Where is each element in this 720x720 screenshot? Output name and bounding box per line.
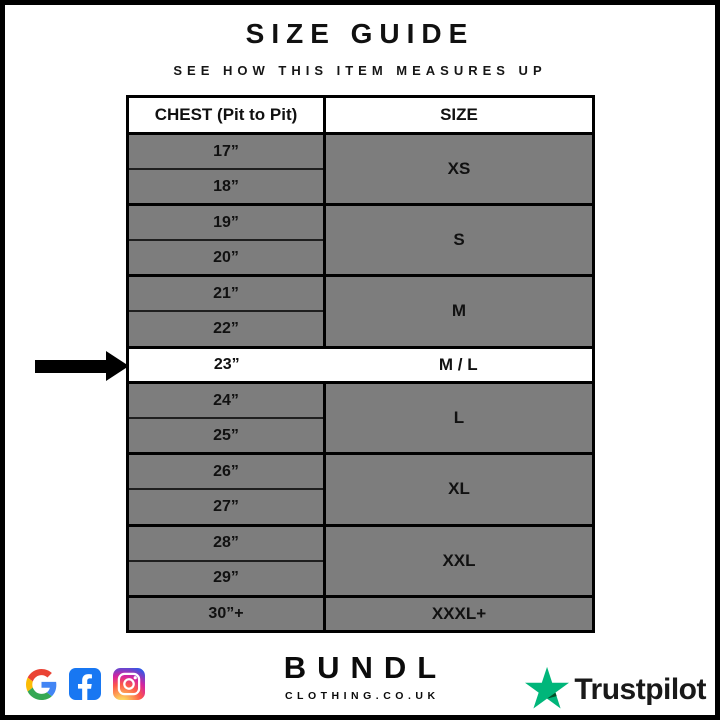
header [5,18,715,78]
chest-cell: 19” [128,205,325,241]
chest-cell: 17” [128,134,325,170]
size-cell: XXXL+ [325,596,594,632]
table-row [128,454,594,490]
table-header-row [128,97,594,134]
chest-column-header: CHEST (Pit to Pit) [128,97,325,134]
page-title: SIZE GUIDE [245,18,475,49]
size-cell: XXL [325,525,594,596]
brand-name: BUNDL [283,650,448,685]
chest-cell: 29” [128,561,325,597]
social-icons [26,668,145,700]
size-guide-table-zone [126,95,595,633]
table-row [128,525,594,561]
size-cell: XS [325,134,594,205]
size-cell: L [325,383,594,454]
chest-cell: 26” [128,454,325,490]
google-icon[interactable] [26,669,57,700]
trustpilot-label: Trustpilot [574,672,706,706]
instagram-icon[interactable] [113,668,145,700]
arrow-shaft [35,360,106,373]
highlight-arrow-icon [35,351,129,381]
chest-cell: 25” [128,418,325,454]
size-cell: M [325,276,594,347]
chest-cell: 21” [128,276,325,312]
size-cell: S [325,205,594,276]
size-cell: M / L [325,347,594,383]
trustpilot-star-icon [525,666,569,714]
chest-cell: 20” [128,240,325,276]
table-row [128,383,594,419]
brand-domain: CLOTHING.CO.UK [284,690,440,702]
chest-cell: 22” [128,311,325,347]
table-row [128,134,594,170]
chest-cell: 24” [128,383,325,419]
chest-cell: 28” [128,525,325,561]
facebook-icon[interactable] [69,668,101,700]
arrow-head [106,351,129,381]
brand-logo [273,650,448,702]
trustpilot-logo[interactable] [525,666,706,714]
chest-cell: 30”+ [128,596,325,632]
size-column-header: SIZE [325,97,594,134]
table-row [128,596,594,632]
table-row [128,276,594,312]
chest-cell: 23” [128,347,325,383]
page-subtitle: SEE HOW THIS ITEM MEASURES UP [173,63,547,78]
table-row [128,205,594,241]
table-row [128,347,594,383]
size-cell: XL [325,454,594,525]
chest-cell: 18” [128,169,325,205]
chest-cell: 27” [128,489,325,525]
size-table [126,95,595,633]
size-table-body [128,134,594,632]
